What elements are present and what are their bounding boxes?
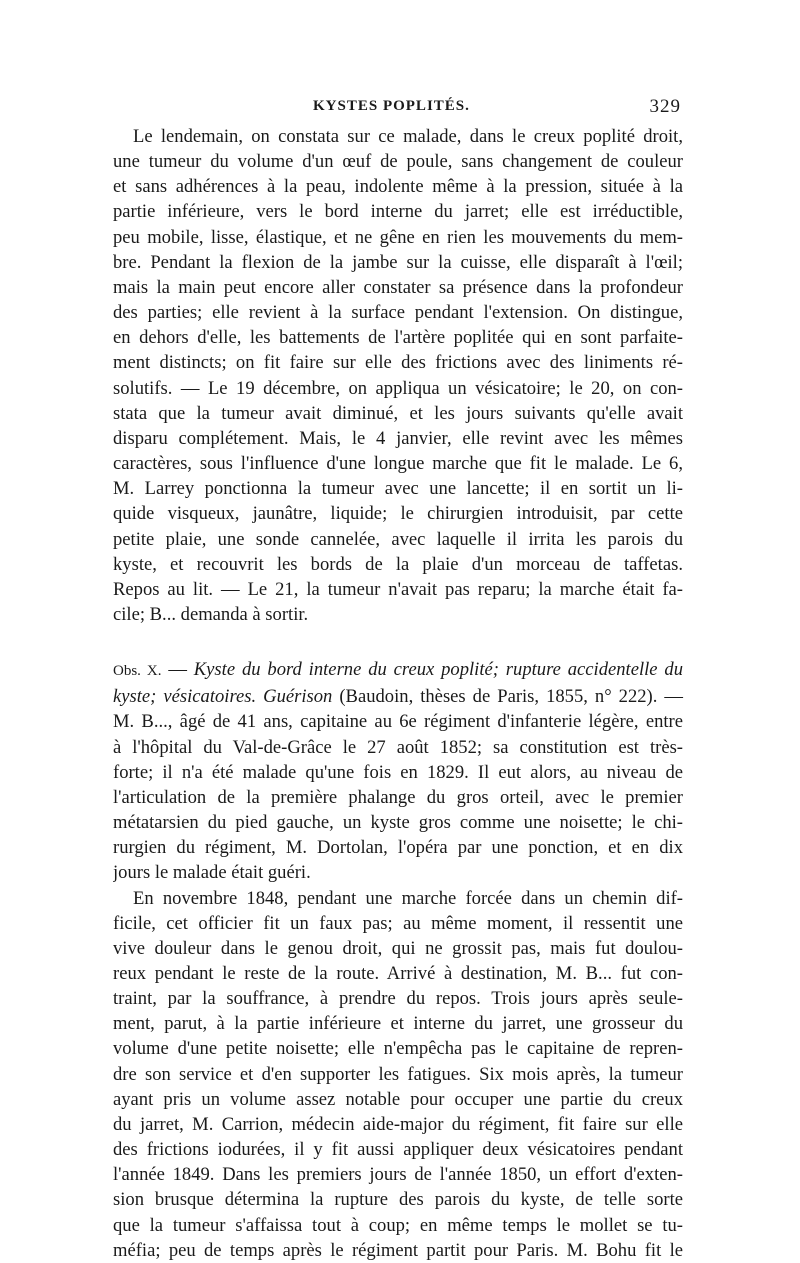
text-line: En novembre 1848, pendant une marche forcée dans un chemin dif- <box>133 887 683 909</box>
text-line: du jarret, M. Carrion, médecin aide-major du régiment, fit faire sur elle <box>113 1113 683 1135</box>
running-title: KYSTES POPLITÉS. <box>313 98 470 114</box>
text-line: quide visqueux, jaunâtre, liquide; le chirurgien introduisit, par cette <box>113 503 683 525</box>
text-line: que la tumeur s'affaissa tout à coup; en même temps le mollet se tu- <box>113 1214 683 1236</box>
text-line: des frictions iodurées, il y fit aussi appliquer deux vésicatoires pendant <box>113 1139 683 1161</box>
text-line: Le lendemain, on constata sur ce malade, dans le creux poplité droit, <box>133 126 683 147</box>
text-line: caractères, sous l'influence d'une longue marche que fit le malade. Le 6, <box>113 453 683 475</box>
text-line: mais la main peut encore aller constater sa présence dans la profondeur <box>113 276 683 298</box>
observation-title-2: kyste; vésicatoires. Guérison <box>113 686 333 708</box>
text-line: des parties; elle revient à la surface pendant l'extension. On distingue, <box>113 302 683 324</box>
text-line: cile; B... demanda à sortir. <box>113 603 309 625</box>
text-line: partie inférieure, vers le bord interne du jarret; elle est irréductible, <box>113 201 683 223</box>
text-line: peu mobile, lisse, élastique, et ne gêne en rien les mouvements du mem- <box>113 226 683 248</box>
text-line: vive douleur dans le genou droit, qui ne grossit pas, mais fut doulou- <box>113 937 683 959</box>
text-line: forte; il n'a été malade qu'une fois en 1829. Il eut alors, au niveau de <box>113 761 683 783</box>
text-line: dre son service et d'en supporter les fatigues. Six mois après, la tumeur <box>113 1063 683 1085</box>
text-line: en dehors d'elle, les battements de l'artère poplitée qui en sont parfaite- <box>113 327 683 349</box>
text-line: sion brusque détermina la rupture des parois du kyste, de telle sorte <box>113 1189 683 1211</box>
observation-label: Obs. X. <box>113 663 162 680</box>
text-line: jours le malade était guéri. <box>113 862 311 884</box>
text-line: rurgien du régiment, M. Dortolan, l'opéra par une ponction, et en dix <box>113 837 683 859</box>
observation-title-line-2 <box>113 684 683 709</box>
text-line: M. B..., âgé de 41 ans, capitaine au 6e régiment d'infanterie légère, entre <box>113 711 683 733</box>
page-number: 329 <box>649 96 681 117</box>
paragraph-2 <box>113 886 683 1263</box>
observation-title: Kyste du bord interne du creux poplité; rupture accidentelle du <box>193 659 684 681</box>
text-line: volume d'une petite noisette; elle n'empêcha pas le capitaine de repren- <box>113 1038 683 1060</box>
text-line: ment, parut, à la partie inférieure et interne du jarret, une grosseur du <box>113 1013 683 1035</box>
text-line: disparu complétement. Mais, le 4 janvier, elle revint avec les mêmes <box>113 427 683 449</box>
text-line: à l'hôpital du Val-de-Grâce le 27 août 1852; sa constitution est très- <box>113 736 683 758</box>
text-line: Repos au lit. — Le 21, la tumeur n'avait pas reparu; la marche était fa- <box>113 578 683 600</box>
text-line: ment distincts; on fit faire sur elle des frictions avec des liniments ré- <box>113 352 683 374</box>
text-line: traint, par la souffrance, à prendre du repos. Trois jours après seule- <box>113 988 683 1010</box>
running-head <box>113 98 683 124</box>
observation-reference: (Baudoin, thèses de Paris, 1855, n° 222). — <box>332 686 683 708</box>
text-line: kyste, et recouvrit les bords de la plaie d'un morceau de taffetas. <box>113 553 683 575</box>
text-line: bre. Pendant la flexion de la jambe sur la cuisse, elle disparaît à l'œil; <box>113 251 683 273</box>
book-page <box>113 98 683 1263</box>
observation-text <box>113 709 683 885</box>
text-line: reux pendant le reste de la route. Arrivé à destination, M. B... fut con- <box>113 963 683 984</box>
text-line: l'année 1849. Dans les premiers jours de l'année 1850, un effort d'exten- <box>113 1164 683 1186</box>
text-line: métatarsien du pied gauche, un kyste gros comme une noisette; le chi- <box>113 812 683 834</box>
text-line: l'articulation de la première phalange du gros orteil, avec le premier <box>113 786 683 808</box>
text-line: petite plaie, une sonde cannelée, avec laquelle il irrita les parois du <box>113 528 683 550</box>
text-line: stata que la tumeur avait diminué, et les jours suivants qu'elle avait <box>113 402 683 424</box>
observation-block <box>113 657 683 885</box>
text-line: solutifs. — Le 19 décembre, on appliqua un vésicatoire; le 20, on con- <box>113 377 683 399</box>
text-line: M. Larrey ponctionna la tumeur avec une lancette; il en sortit un li- <box>113 478 683 500</box>
text-line: ficile, cet officier fit un faux pas; au même moment, il ressentit une <box>113 912 683 934</box>
text-line: méfia; peu de temps après le régiment partit pour Paris. M. Bohu fit le <box>113 1239 683 1261</box>
paragraph-1 <box>113 124 683 627</box>
text-line: une tumeur du volume d'un œuf de poule, sans changement de couleur <box>113 151 683 173</box>
text-line: ayant pris un volume assez notable pour occuper une partie du creux <box>113 1088 683 1110</box>
observation-dash: — <box>161 659 194 681</box>
observation-title-line-1 <box>113 657 683 684</box>
text-line: et sans adhérences à la peau, indolente même à la pression, située à la <box>113 176 683 198</box>
